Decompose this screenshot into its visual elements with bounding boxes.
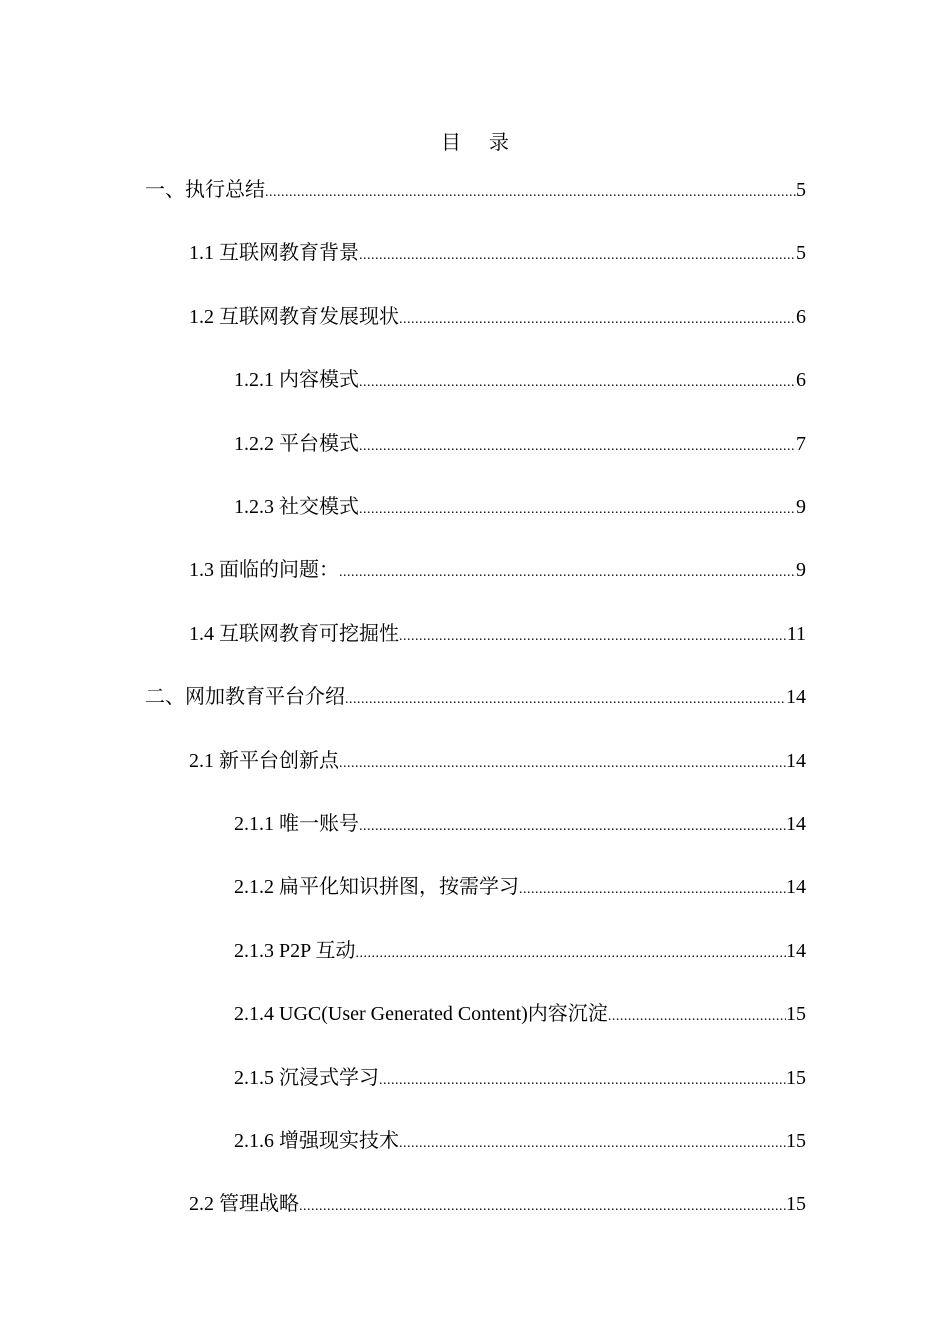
- toc-entry-page: 9: [796, 496, 806, 518]
- toc-entry-page: 15: [786, 1003, 806, 1026]
- toc-entry-label: 2.1.6 增强现实技术: [234, 1130, 399, 1152]
- toc-entry-page: 5: [796, 242, 806, 265]
- toc-entry-label: 1.2 互联网教育发展现状: [189, 305, 399, 328]
- toc-entry-label: 2.1.4 UGC(User Generated Content)内容沉淀: [234, 1003, 608, 1026]
- toc-entry[interactable]: [234, 937, 806, 965]
- toc-entry-label: 二、网加教育平台介绍: [145, 686, 345, 709]
- dot-leader: [399, 306, 796, 334]
- toc-entry[interactable]: [145, 176, 806, 204]
- toc-entry[interactable]: [189, 747, 806, 775]
- toc-entry-label: 2.1.5 沉浸式学习: [234, 1066, 379, 1089]
- dot-leader: [359, 369, 796, 397]
- dot-leader: [265, 179, 796, 207]
- toc-entry-page: 14: [786, 939, 806, 962]
- dot-leader: [399, 1130, 786, 1158]
- toc-entry-page: 14: [786, 686, 806, 709]
- toc-entry-page: 14: [786, 813, 806, 835]
- toc-entry-page: 15: [786, 1066, 806, 1089]
- toc-entry[interactable]: [189, 556, 806, 584]
- toc-entry-page: 15: [786, 1193, 806, 1216]
- toc-entry-page: 9: [796, 559, 806, 582]
- toc-entry-label: 一、执行总结: [145, 179, 265, 201]
- dot-leader: [359, 496, 796, 524]
- toc-entry[interactable]: [189, 620, 806, 648]
- toc-entry[interactable]: [189, 303, 806, 331]
- dot-leader: [379, 1067, 786, 1095]
- dot-leader: [399, 623, 787, 651]
- toc-entry-label: 1.4 互联网教育可挖掘性: [189, 622, 399, 645]
- toc-entry-page: 15: [786, 1130, 806, 1152]
- dot-leader: [519, 876, 786, 904]
- toc-entry[interactable]: [145, 683, 806, 711]
- toc-entry-label: 2.2 管理战略: [189, 1193, 299, 1216]
- dot-leader: [345, 686, 786, 714]
- toc-entry-label: 1.2.1 内容模式: [234, 369, 359, 392]
- toc-entry-label: 2.1.3 P2P 互动: [234, 939, 356, 962]
- dot-leader: [359, 433, 796, 461]
- toc-entry[interactable]: [234, 1000, 806, 1028]
- toc-entry-label: 1.2.3 社交模式: [234, 496, 359, 518]
- toc-entry-label: 2.1.1 唯一账号: [234, 813, 359, 835]
- toc-entry[interactable]: [234, 366, 806, 394]
- toc-title: 目录: [441, 132, 537, 154]
- dot-leader: [356, 940, 786, 968]
- dot-leader: [359, 242, 796, 270]
- toc-entry-label: 1.3 面临的问题：: [189, 559, 339, 582]
- toc-entry-label: 2.1 新平台创新点: [189, 749, 339, 772]
- toc-entry-page: 14: [786, 749, 806, 772]
- toc-entry-page: 6: [796, 305, 806, 328]
- toc-entry-label: 2.1.2 扁平化知识拼图，按需学习: [234, 876, 519, 899]
- toc-entry-page: 14: [786, 876, 806, 899]
- toc-entry-page: 5: [796, 179, 806, 201]
- toc-entry[interactable]: [234, 493, 806, 521]
- toc-entry[interactable]: [189, 239, 806, 267]
- toc-entry-label: 1.2.2 平台模式: [234, 432, 359, 455]
- dot-leader: [339, 750, 786, 778]
- toc-entry-label: 1.1 互联网教育背景: [189, 242, 359, 265]
- toc-entry[interactable]: [234, 1127, 806, 1155]
- dot-leader: [359, 813, 786, 841]
- toc-entry-page: 7: [796, 432, 806, 455]
- toc-entry[interactable]: [234, 810, 806, 838]
- dot-leader: [608, 1003, 786, 1031]
- toc-entry-page: 11: [786, 622, 806, 645]
- toc-entry[interactable]: [189, 1190, 806, 1218]
- toc-entry[interactable]: [234, 1064, 806, 1092]
- toc-entry-page: 6: [796, 369, 806, 392]
- dot-leader: [339, 559, 796, 587]
- dot-leader: [299, 1193, 786, 1221]
- toc-entry[interactable]: [234, 430, 806, 458]
- toc-entry[interactable]: [234, 873, 806, 901]
